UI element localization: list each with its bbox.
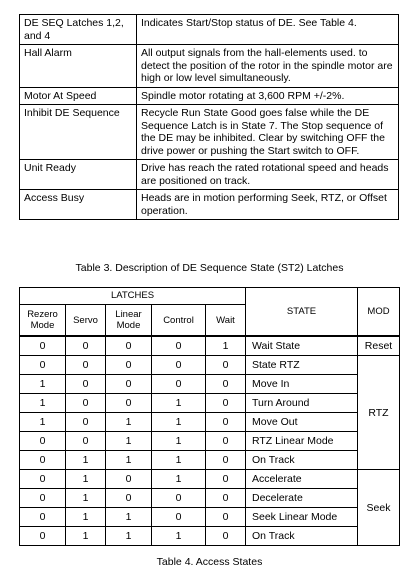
column-header-rezero-mode: Rezero Mode (20, 305, 66, 337)
servo-cell: 0 (66, 432, 106, 451)
control-cell: 0 (152, 375, 206, 394)
linear-mode-cell: 0 (106, 336, 152, 356)
wait-cell: 0 (206, 413, 246, 432)
linear-mode-cell: 0 (106, 394, 152, 413)
state-cell: Move Out (246, 413, 358, 432)
latch-name: DE SEQ Latches 1,2, and 4 (20, 15, 137, 45)
table-row (20, 527, 400, 546)
table-row (20, 432, 400, 451)
state-cell: Seek Linear Mode (246, 508, 358, 527)
mode-cell-seek: Seek (358, 470, 400, 546)
table-4-caption: Table 4. Access States (156, 556, 263, 568)
linear-mode-cell: 1 (106, 527, 152, 546)
rezero-mode-cell: 0 (20, 508, 66, 527)
control-cell: 1 (152, 394, 206, 413)
wait-cell: 0 (206, 527, 246, 546)
latch-name: Access Busy (20, 190, 137, 220)
table-row (20, 45, 399, 88)
rezero-mode-cell: 1 (20, 394, 66, 413)
state-header: STATE (246, 288, 358, 337)
control-cell: 1 (152, 413, 206, 432)
linear-mode-cell: 0 (106, 470, 152, 489)
wait-cell: 0 (206, 508, 246, 527)
rezero-mode-cell: 0 (20, 336, 66, 356)
table-3-caption: Table 3. Description of DE Sequence State (ST2) Latches (75, 262, 344, 274)
state-cell: On Track (246, 451, 358, 470)
mode-cell-rtz: RTZ (358, 356, 400, 470)
latch-description: Spindle motor rotating at 3,600 RPM +/-2%. (137, 87, 399, 105)
wait-cell: 0 (206, 489, 246, 508)
servo-cell: 0 (66, 413, 106, 432)
wait-cell: 0 (206, 356, 246, 375)
servo-cell: 0 (66, 375, 106, 394)
control-cell: 0 (152, 508, 206, 527)
state-cell: Accelerate (246, 470, 358, 489)
table-row (20, 336, 400, 356)
table-row (20, 413, 400, 432)
column-header-control: Control (152, 305, 206, 337)
servo-cell: 1 (66, 470, 106, 489)
column-header-servo: Servo (66, 305, 106, 337)
control-cell: 0 (152, 336, 206, 356)
rezero-mode-cell: 1 (20, 375, 66, 394)
rezero-mode-cell: 0 (20, 489, 66, 508)
table-row (20, 87, 399, 105)
wait-cell: 0 (206, 470, 246, 489)
access-states-table (19, 287, 400, 546)
wait-cell: 0 (206, 375, 246, 394)
mode-cell-reset: Reset (358, 336, 400, 356)
state-cell: State RTZ (246, 356, 358, 375)
wait-cell: 0 (206, 394, 246, 413)
table-row (20, 375, 400, 394)
rezero-mode-cell: 0 (20, 432, 66, 451)
mode-header: MOD (358, 288, 400, 337)
servo-cell: 1 (66, 451, 106, 470)
latch-name: Inhibit DE Sequence (20, 105, 137, 160)
linear-mode-cell: 1 (106, 413, 152, 432)
servo-cell: 0 (66, 336, 106, 356)
wait-cell: 0 (206, 432, 246, 451)
linear-mode-cell: 0 (106, 489, 152, 508)
control-cell: 1 (152, 527, 206, 546)
table-row (20, 451, 400, 470)
latch-name: Motor At Speed (20, 87, 137, 105)
table-row (20, 508, 400, 527)
linear-mode-cell: 0 (106, 356, 152, 375)
servo-cell: 0 (66, 356, 106, 375)
state-cell: On Track (246, 527, 358, 546)
column-header-wait: Wait (206, 305, 246, 337)
latch-description: All output signals from the hall-elements used. to detect the position of the rotor in the spindle motor are high or low level simultaneously. (137, 45, 399, 88)
state-cell: RTZ Linear Mode (246, 432, 358, 451)
state-cell: Turn Around (246, 394, 358, 413)
control-cell: 0 (152, 356, 206, 375)
column-header-linear-mode: Linear Mode (106, 305, 152, 337)
state-cell: Decelerate (246, 489, 358, 508)
latch-description: Indicates Start/Stop status of DE. See Table 4. (137, 15, 399, 45)
latches-header: LATCHES (20, 288, 246, 305)
linear-mode-cell: 1 (106, 451, 152, 470)
linear-mode-cell: 0 (106, 375, 152, 394)
rezero-mode-cell: 0 (20, 451, 66, 470)
latch-name: Unit Ready (20, 160, 137, 190)
rezero-mode-cell: 1 (20, 413, 66, 432)
table-row (20, 105, 399, 160)
table-row (20, 15, 399, 45)
state-cell: Move In (246, 375, 358, 394)
rezero-mode-cell: 0 (20, 527, 66, 546)
latch-name: Hall Alarm (20, 45, 137, 88)
table-row (20, 470, 400, 489)
table-row (20, 489, 400, 508)
servo-cell: 1 (66, 527, 106, 546)
rezero-mode-cell: 0 (20, 356, 66, 375)
linear-mode-cell: 1 (106, 432, 152, 451)
table-row (20, 394, 400, 413)
state-cell: Wait State (246, 336, 358, 356)
latch-description: Drive has reach the rated rotational speed and heads are positioned on track. (137, 160, 399, 190)
control-cell: 1 (152, 451, 206, 470)
control-cell: 1 (152, 432, 206, 451)
linear-mode-cell: 1 (106, 508, 152, 527)
control-cell: 0 (152, 489, 206, 508)
de-sequence-latches-table (19, 14, 399, 220)
latch-description: Recycle Run State Good goes false while the DE Sequence Latch is in State 7. The Stop sequence of the DE may be inhibited. Clear by switching OFF the drive power or pushing the Start switch to OFF. (137, 105, 399, 160)
wait-cell: 0 (206, 451, 246, 470)
table-row (20, 356, 400, 375)
table-row (20, 190, 399, 220)
control-cell: 1 (152, 470, 206, 489)
servo-cell: 1 (66, 489, 106, 508)
servo-cell: 1 (66, 508, 106, 527)
latch-description: Heads are in motion performing Seek, RTZ, or Offset operation. (137, 190, 399, 220)
wait-cell: 1 (206, 336, 246, 356)
rezero-mode-cell: 0 (20, 470, 66, 489)
table-row (20, 160, 399, 190)
servo-cell: 0 (66, 394, 106, 413)
